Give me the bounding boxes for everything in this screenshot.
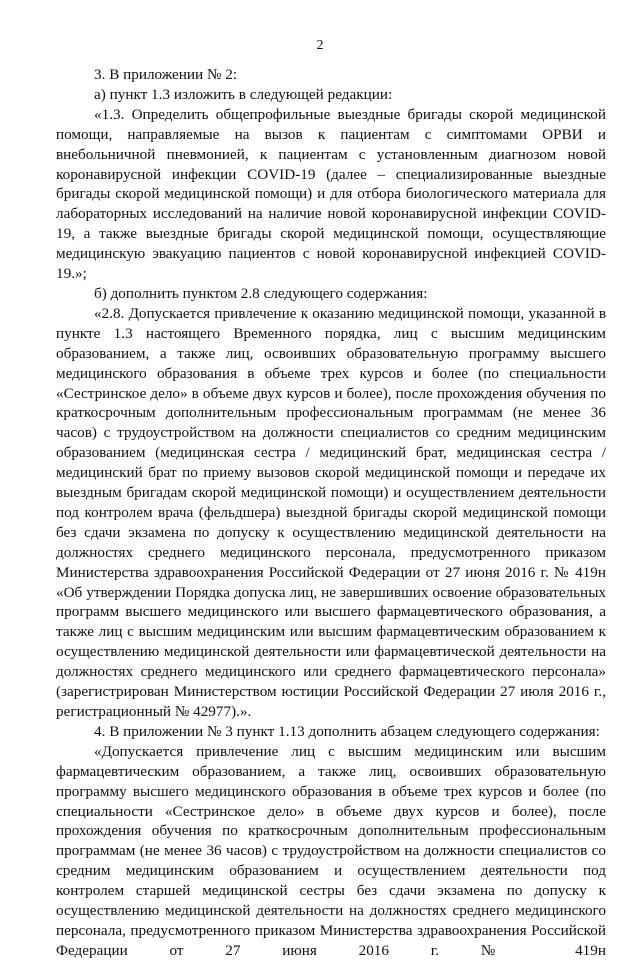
paragraph-clause-1-13-addition: «Допускается привлечение лиц с высшим медицинским или высшим фармацевтическим образованием, а также лиц, освоивших образовательную программу высшего медицинского образования в объеме трех курсов и более (по специальности «Сестринское дело» в объеме двух курсов и более), после прохождения обучения по краткосрочным дополнительным профессиональным программам (не менее 36 часов) с трудоустройством на должности специалистов со средним медицинским образованием и осуществлением деятельности под контролем старшей медицинской сестры без сдачи экзамена по допуску к осуществлению медицинской деятельности на должностях среднего медицинского персонала, предусмотренного приказом Министерства здравоохранения Российской Федерации от 27 июня 2016 г. № 419н (56, 742, 606, 959)
paragraph-section-3-heading: 3. В приложении № 2: (94, 66, 238, 83)
paragraph-clause-2-8: «2.8. Допускается привлечение к оказанию медицинской помощи, указанной в пункте 1.3 настоящего Временного порядка, лиц с высшим медицинским образованием, а также лиц, освоивших образовательную программу высшего медицинского образования в объеме трех курсов и более (по специальности «Сестринское дело» в объеме двух курсов и более), после прохождения обучения по краткосрочным дополнительным профессиональным программам (не менее 36 часов) с трудоустройством на должности специалистов со средним медицинским образованием (медицинская сестра / медицинский брат, медицинская сестра / медицинский брат по приему вызовов скорой медицинской помощи и передаче их выездным бригадам скорой медицинской помощи) и осуществлением деятельности под контролем врача (фельдшера) выездной бригады скорой медицинской помощи без сдачи экзамена по допуску к осуществлению медицинской деятельности на должностях среднего медицинского персонала, предусмотренного приказом Министерства здравоохранения Российской Федерации от 27 июня 2016 г. № 419н «Об утверждении Порядка допуска лиц, не завершивших освоение образовательных программ высшего медицинского или высшего фармацевтического образования, а также лиц с высшим медицинским или высшим фармацевтическим образованием к осуществлению медицинской деятельности или фармацевтической деятельности на должностях среднего медицинского или среднего фармацевтического персонала» (зарегистрирован Министерством юстиции Российской Федерации 27 июля 2016 г., регистрационный № 42977).». (56, 304, 606, 720)
paragraph-section-4-heading: 4. В приложении № 3 пункт 1.13 дополнить абзацем следующего содержания: (94, 722, 600, 740)
document-body (56, 65, 606, 961)
paragraph-item-a: а) пункт 1.3 изложить в следующей редакции: (94, 85, 393, 103)
page-number: 2 (316, 38, 324, 53)
paragraph-item-b: б) дополнить пунктом 2.8 следующего содержания: (94, 284, 428, 302)
paragraph-clause-1-3: «1.3. Определить общепрофильные выездные бригады скорой медицинской помощи, направляемые на вызов к пациентам с симптомами ОРВИ и внебольничной пневмонией, к пациентам с установленным диагнозом новой коронавирусной инфекции COVID-19 (далее – специализированные выездные бригады скорой медицинской помощи) и для отбора биологического материала для лабораторных исследований на наличие новой коронавирусной инфекции COVID-19, а также выездные бригады скорой медицинской помощи, осуществляющие медицинскую эвакуацию пациентов с новой коронавирусной инфекцией COVID-19.»; (56, 105, 606, 283)
